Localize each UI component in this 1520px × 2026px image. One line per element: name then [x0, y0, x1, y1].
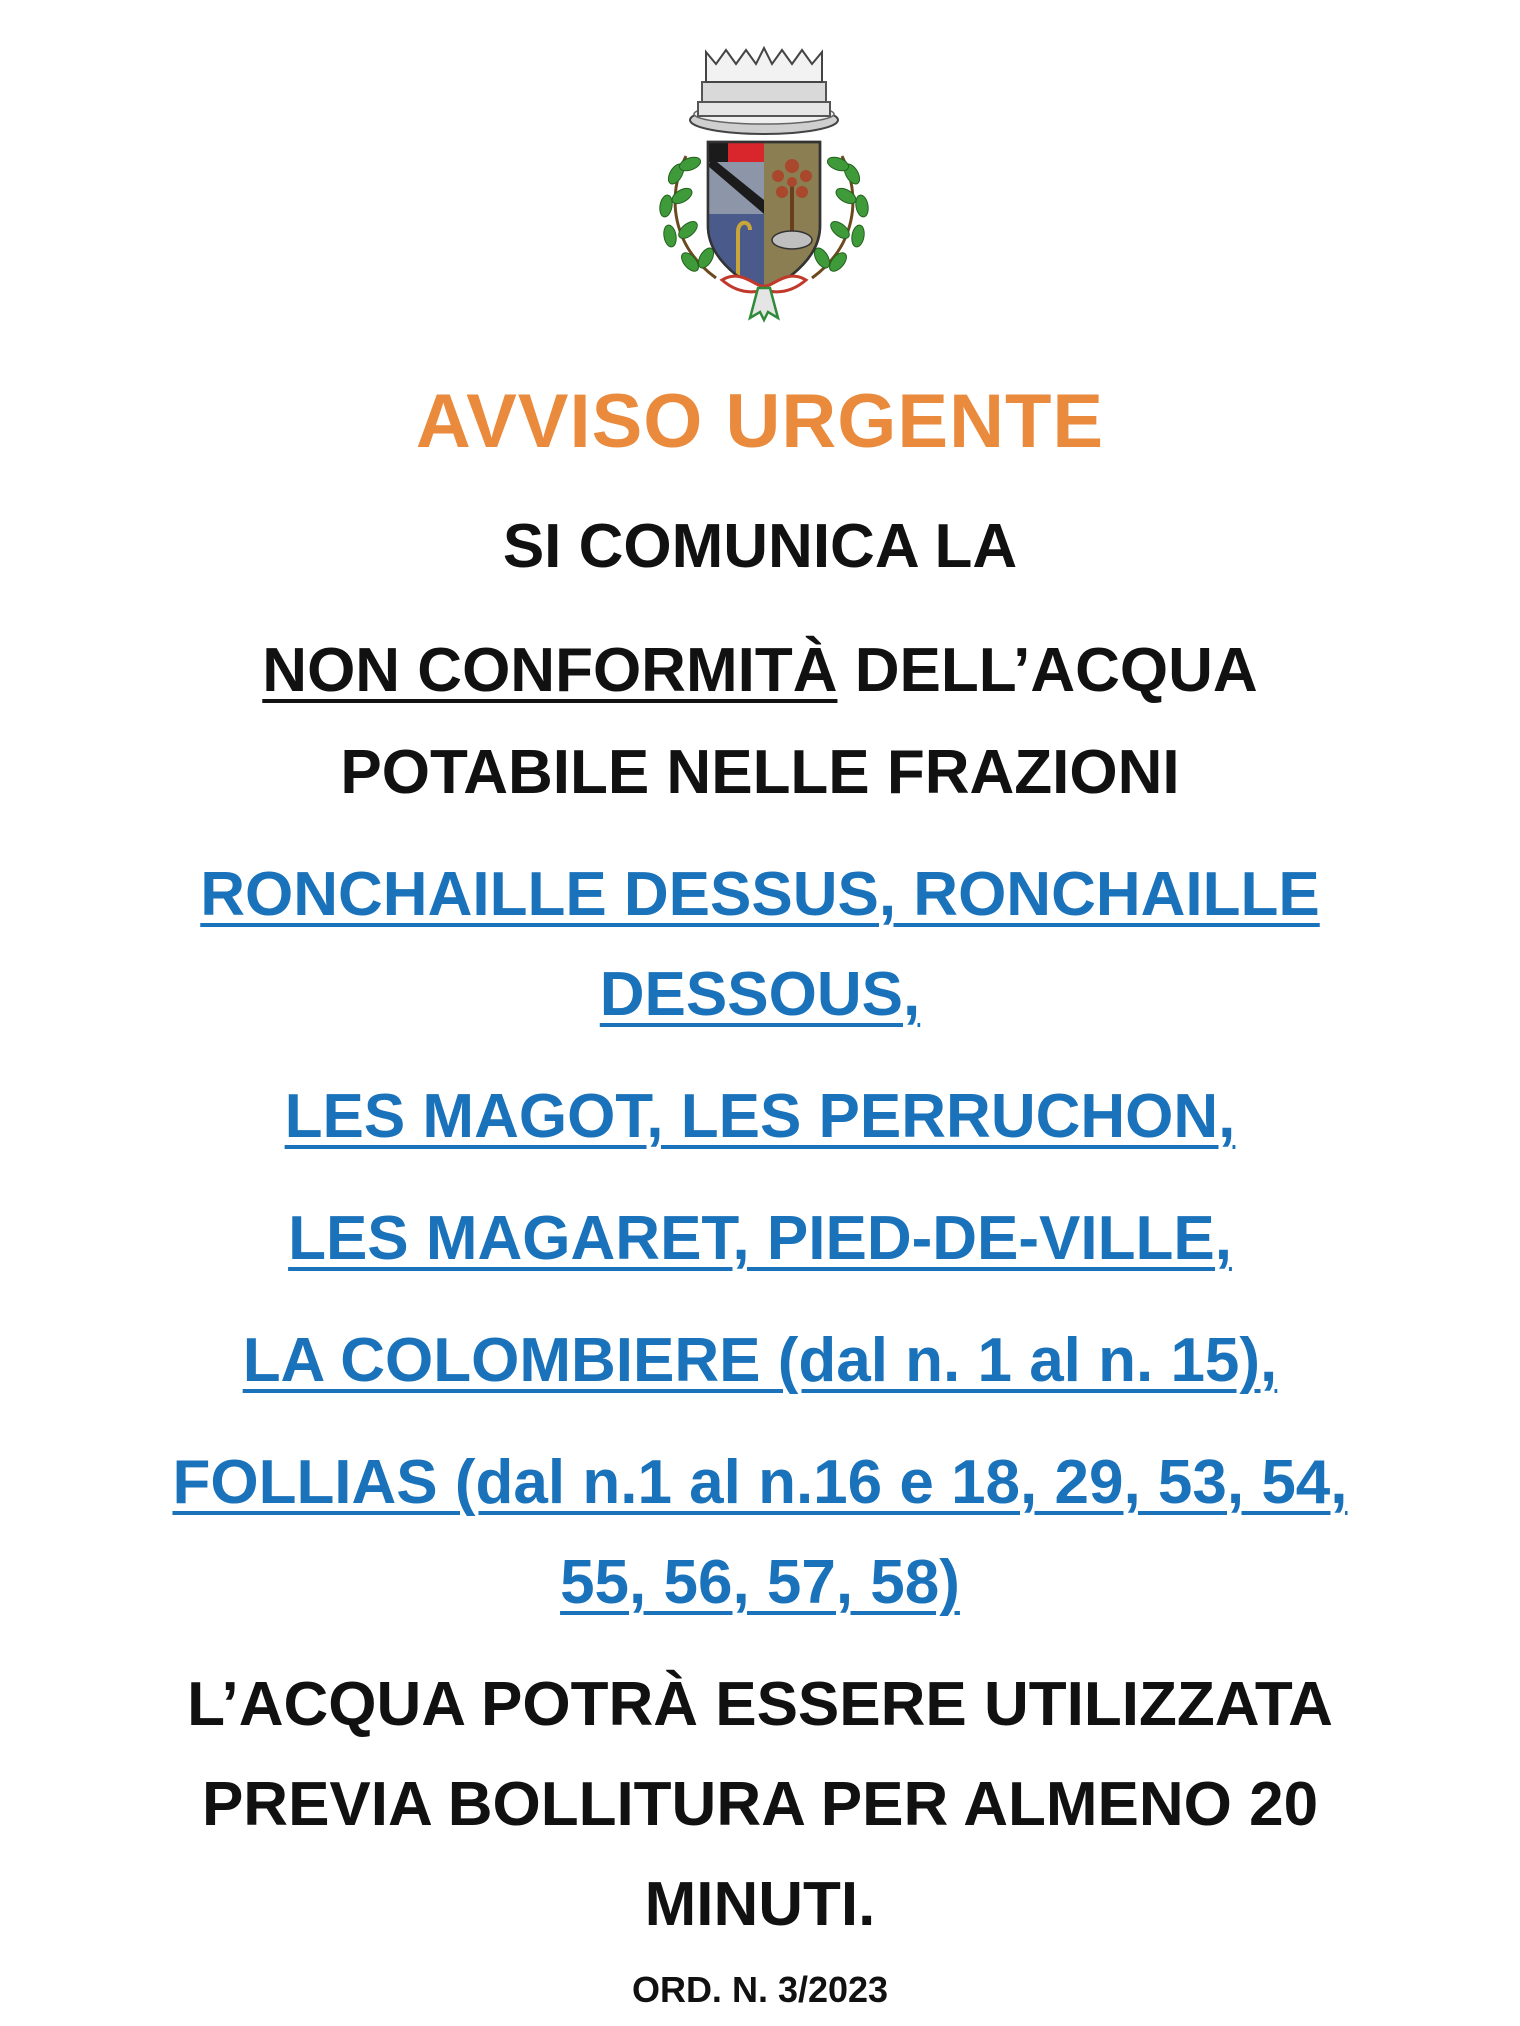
frazione-line: FOLLIAS (dal n.1 al n.16 e 18, 29, 53, 54, — [172, 1448, 1348, 1517]
warning-line: L’ACQUA POTRÀ ESSERE UTILIZZATA — [187, 1670, 1333, 1739]
crown-icon — [690, 48, 838, 134]
notice-heading: AVVISO URGENTE — [415, 379, 1105, 464]
warning-line: MINUTI. — [644, 1870, 876, 1939]
frazione-line: 55, 56, 57, 58) — [560, 1548, 960, 1617]
municipal-crest-icon — [646, 36, 882, 326]
intro-line: SI COMUNICA LA — [502, 512, 1018, 581]
frazione-line: RONCHAILLE DESSUS, RONCHAILLE — [200, 860, 1320, 929]
frazione-line: LES MAGOT, LES PERRUCHON, — [284, 1082, 1236, 1151]
nonconformity-rest: DELL’ACQUA — [837, 636, 1258, 705]
warning-line: PREVIA BOLLITURA PER ALMENO 20 — [201, 1770, 1319, 1839]
shield-icon — [708, 142, 820, 292]
nonconformity-line — [0, 636, 1520, 705]
potable-line: POTABILE NELLE FRAZIONI — [340, 738, 1180, 807]
nonconformity-emphasis: NON CONFORMITÀ — [262, 636, 838, 705]
frazione-line: LA COLOMBIERE (dal n. 1 al n. 15), — [242, 1326, 1278, 1395]
ordinance-number: ORD. N. 3/2023 — [631, 1969, 889, 2010]
frazione-line: DESSOUS, — [599, 960, 921, 1029]
frazione-line: LES MAGARET, PIED-DE-VILLE, — [288, 1204, 1232, 1273]
